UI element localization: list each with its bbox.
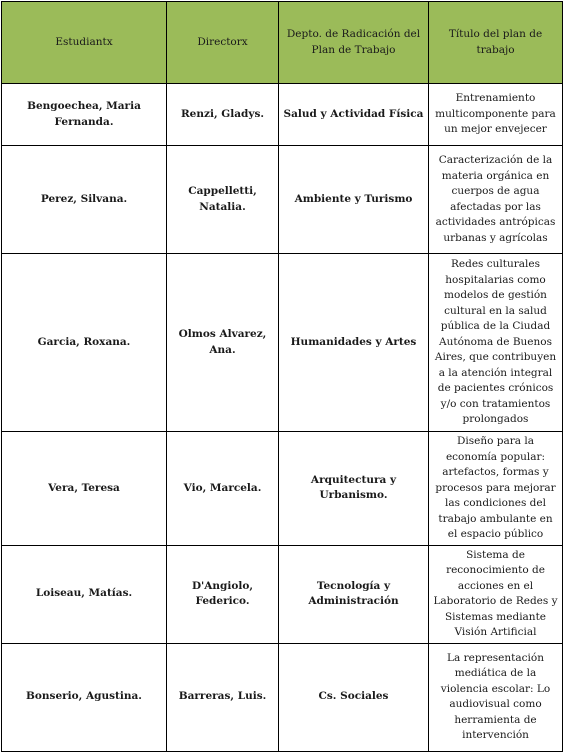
table-row (2, 84, 563, 146)
cell-director: Renzi, Gladys. (167, 84, 279, 146)
cell-title: Redes culturales hospitalarias como modelos de gestión cultural en la salud pública de la Ciudad Autónoma de Buenos Aires, que contribuyen a la atención integral de pacientes crónicos y/o con tratamientos prolongados (429, 254, 563, 432)
cell-student: Loiseau, Matías. (2, 545, 167, 643)
cell-department: Ambiente y Turismo (279, 146, 429, 254)
table-row (2, 254, 563, 432)
cell-student: Garcia, Roxana. (2, 254, 167, 432)
table-row (2, 432, 563, 546)
cell-department: Cs. Sociales (279, 643, 429, 751)
table-row (2, 146, 563, 254)
table-row (2, 643, 563, 751)
cell-department: Humanidades y Artes (279, 254, 429, 432)
header-department: Depto. de Radicación del Plan de Trabajo (279, 2, 429, 84)
header-student: Estudiantx (2, 2, 167, 84)
cell-student: Vera, Teresa (2, 432, 167, 546)
cell-student: Perez, Silvana. (2, 146, 167, 254)
cell-department: Arquitectura y Urbanismo. (279, 432, 429, 546)
cell-student: Bonserio, Agustina. (2, 643, 167, 751)
cell-title: Entrenamiento multicomponente para un mejor envejecer (429, 84, 563, 146)
header-director: Directorx (167, 2, 279, 84)
header-title: Título del plan de trabajo (429, 2, 563, 84)
cell-title: La representación mediática de la violencia escolar: Lo audiovisual como herramienta de intervención (429, 643, 563, 751)
cell-director: Olmos Alvarez, Ana. (167, 254, 279, 432)
cell-department: Tecnología y Administración (279, 545, 429, 643)
cell-title: Caracterización de la materia orgánica en cuerpos de agua afectadas por las actividades antrópicas urbanas y agrícolas (429, 146, 563, 254)
cell-student: Bengoechea, Maria Fernanda. (2, 84, 167, 146)
table-header-row (2, 2, 563, 84)
cell-director: Vio, Marcela. (167, 432, 279, 546)
cell-title: Diseño para la economía popular: artefactos, formas y procesos para mejorar las condiciones del trabajo ambulante en el espacio público (429, 432, 563, 546)
table-row (2, 545, 563, 643)
plans-table (1, 1, 563, 752)
cell-department: Salud y Actividad Física (279, 84, 429, 146)
cell-director: Barreras, Luis. (167, 643, 279, 751)
cell-director: Cappelletti, Natalia. (167, 146, 279, 254)
cell-title: Sistema de reconocimiento de acciones en el Laboratorio de Redes y Sistemas mediante Visión Artificial (429, 545, 563, 643)
cell-director: D'Angiolo, Federico. (167, 545, 279, 643)
